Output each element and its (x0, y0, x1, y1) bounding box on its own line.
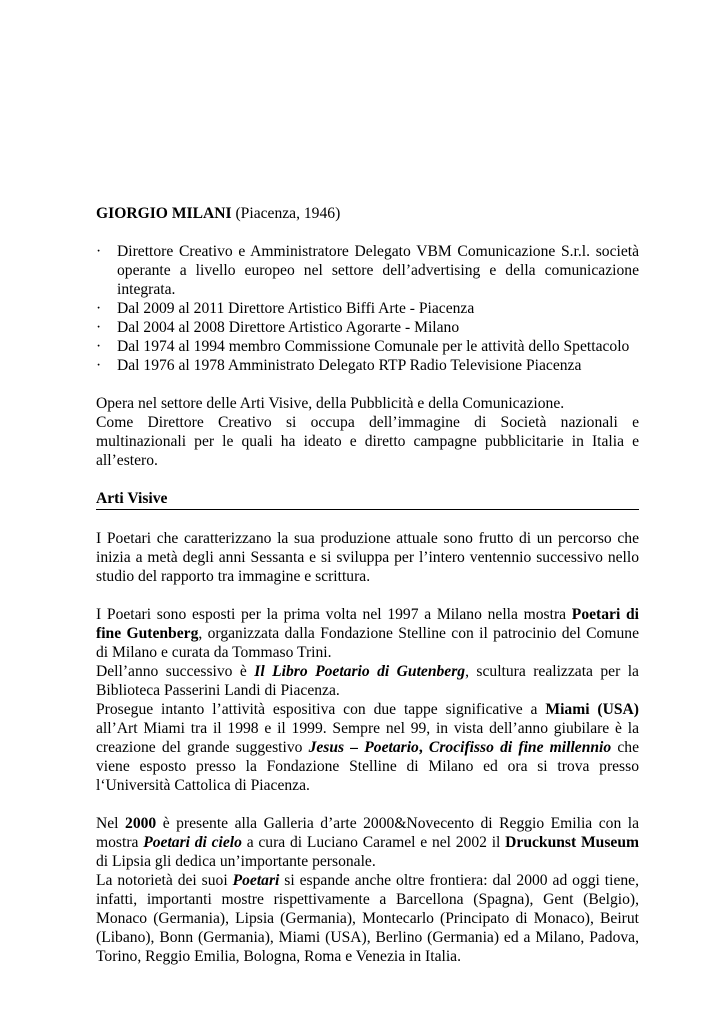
section-title: Arti Visive (96, 489, 639, 510)
intro-line-2: Come Direttore Creativo si occupa dell’immagine di Società nazionali e multinazionali per le quali ha ideato e diretto campagne pubblicitarie in Italia e all’estero. (96, 414, 639, 469)
text-run: è presente alla Galleria d’arte 2000&Novecento di Reggio Emilia con la mostra (96, 815, 639, 851)
bullet-dot: · (96, 357, 102, 374)
text-run: La notorietà dei suoi (96, 872, 233, 889)
paragraph-first-exhibition (96, 605, 639, 662)
list-item (96, 337, 639, 356)
museum-name: Druckunst Museum (505, 834, 639, 851)
text-run: I Poetari sono esposti per la prima volta nel 1997 a Milano nella mostra (96, 606, 572, 623)
artist-name: GIORGIO MILANI (96, 205, 232, 222)
text-run: , organizzata dalla Fondazione Stelline con il patrocinio del Comune di Milano e curata da Tommaso Trini. (96, 625, 639, 661)
bullet-dot: · (96, 300, 102, 317)
text-run: si espande anche oltre frontiera: dal 2000 ad oggi tiene, infatti, importanti mostre rispettivamente a Barcellona (Spagna), Gent (Belgio), Monaco (Germania), Lipsia (Germania), Montecarlo (Principato di Monaco), Beirut (Libano), Bonn (Germania), Miami (USA), Berlino (Germania) ed a Milano, Padova, Torino, Reggio Emilia, Bologna, Roma e Venezia in Italia. (96, 872, 640, 965)
text-run: Prosegue intanto l’attività espositiva con due tappe significative a (96, 701, 546, 718)
list-item-text: Direttore Creativo e Amministratore Delegato VBM Comunicazione S.r.l. società operante a livello europeo nel settore dell’advertising e della comunicazione integrata. (117, 243, 639, 298)
career-list (96, 242, 639, 375)
bullet-dot: · (96, 243, 102, 260)
document-heading (96, 204, 639, 223)
intro-line-1: Opera nel settore delle Arti Visive, della Pubblicità e della Comunicazione. (96, 395, 565, 412)
paragraph-2000 (96, 814, 639, 871)
artwork-title: Il Libro Poetario di Gutenberg (254, 663, 466, 680)
text-run: Dell’anno successivo è (96, 663, 255, 680)
text-run: all’Art Miami tra il 1998 e il 1999. Sempre nel 99, in vista dell’anno giubilare è la creazione del grande suggestivo (96, 720, 639, 756)
paragraph-miami (96, 700, 639, 795)
document-page (96, 204, 639, 966)
list-item-text: Dal 1974 al 1994 membro Commissione Comunale per le attività dello Spettacolo (117, 338, 630, 355)
list-item (96, 356, 639, 375)
artwork-series: Poetari (232, 872, 280, 889)
exhibition-title: Poetari di cielo (143, 834, 242, 851)
list-item (96, 242, 639, 299)
list-item (96, 318, 639, 337)
list-item-text: Dal 2009 al 2011 Direttore Artistico Biffi Arte - Piacenza (117, 300, 475, 317)
intro-paragraph (96, 394, 639, 470)
artwork-title: Jesus – Poetario (308, 739, 419, 756)
text-run: , (418, 739, 429, 756)
bullet-dot: · (96, 338, 102, 355)
list-item-text: Dal 1976 al 1978 Amministrato Delegato RTP Radio Televisione Piacenza (117, 357, 582, 374)
list-item-text: Dal 2004 al 2008 Direttore Artistico Agorarte - Milano (117, 319, 460, 336)
year-highlight: 2000 (125, 815, 157, 832)
paragraph-international (96, 871, 639, 966)
exhibition-title: Poetari di fine Gutenberg (96, 606, 640, 642)
list-item (96, 299, 639, 318)
paragraph-sculpture (96, 662, 639, 700)
paragraph-poetari-intro: I Poetari che caratterizzano la sua produzione attuale sono frutto di un percorso che inizia a metà degli anni Sessanta e si sviluppa per l’intero ventennio successivo nello studio del rapporto tra immagine e scrittura. (96, 530, 639, 585)
text-run: di Lipsia gli dedica un’importante personale. (96, 853, 376, 870)
artwork-title: Crocifisso di fine millennio (428, 739, 612, 756)
artist-birth: (Piacenza, 1946) (231, 205, 341, 222)
text-run: , scultura realizzata per la Biblioteca Passerini Landi di Piacenza. (96, 663, 639, 699)
text-run: Nel (96, 815, 126, 832)
text-run: che viene esposto presso la Fondazione Stelline di Milano ed ora si trova presso l‘Università Cattolica di Piacenza. (96, 739, 639, 794)
bullet-dot: · (96, 319, 102, 336)
text-run: a cura di Luciano Caramel e nel 2002 il (241, 834, 506, 851)
location-name: Miami (USA) (545, 701, 639, 718)
